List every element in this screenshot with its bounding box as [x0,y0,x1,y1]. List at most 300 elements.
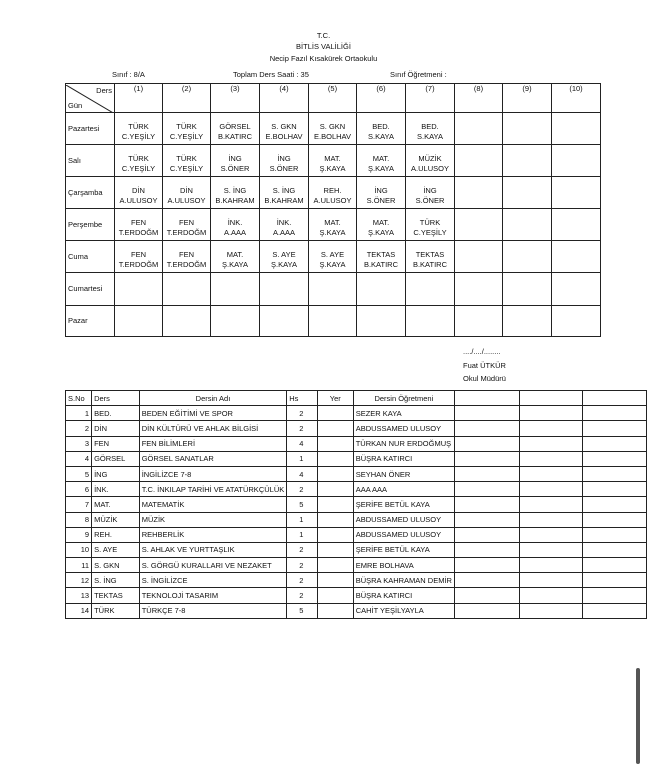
class-label: Sınıf : 8/A [112,70,145,79]
course-room [317,558,353,573]
teacher-code: S.ÖNER [269,164,299,173]
empty-cell [519,558,583,573]
corner-ders-label: Ders [96,86,112,95]
header-ders: Ders [92,391,140,406]
teacher-code: A.ULUSOY [119,196,158,205]
teacher-code: T.ERDOĞM [166,228,207,237]
schedule-cell [357,241,406,273]
empty-cell [454,406,519,421]
teacher-code: B.KAHRAM [215,196,255,205]
empty-cell [519,573,583,588]
empty-cell [519,421,583,436]
teacher-code: C.YEŞİLY [121,132,156,141]
course-teacher: ŞERİFE BETÜL KAYA [353,497,454,512]
course-hours: 2 [287,558,318,573]
day-label: Pazar [66,306,115,337]
schedule-cell [503,209,552,241]
schedule-cell [163,177,211,209]
empty-cell [519,512,583,527]
teacher-code: E.BOLHAV [265,132,303,141]
empty-cell [583,497,647,512]
course-hours: 4 [287,466,318,481]
empty-cell [583,406,647,421]
course-room [317,512,353,527]
course-code: S. İNG [92,573,140,588]
teacher-code: S.ÖNER [220,164,250,173]
lesson-code: TÜRK [128,122,149,131]
course-sno: 6 [66,482,92,497]
schedule-row [66,177,601,209]
course-name: S. İNGİLİZCE [139,573,287,588]
lesson-code: MAT. [372,218,390,227]
course-name: GÖRSEL SANATLAR [139,451,287,466]
schedule-cell [115,306,163,337]
header-ogretmen: Dersin Öğretmeni [353,391,454,406]
teacher-code: B.KAHRAM [264,196,304,205]
empty-cell [583,603,647,618]
table-row [66,573,647,588]
course-room [317,421,353,436]
header-sno: S.No [66,391,92,406]
teacher-code: S.KAYA [417,132,443,141]
schedule-cell [309,145,357,177]
empty-cell [454,542,519,557]
course-name: TÜRKÇE 7-8 [139,603,287,618]
course-code: BED. [92,406,140,421]
course-room [317,527,353,542]
course-code: TEKTAS [92,588,140,603]
schedule-cell [115,241,163,273]
teacher-code: S.ÖNER [366,196,396,205]
schedule-cell [309,241,357,273]
table-row [66,558,647,573]
schedule-cell [309,273,357,306]
period-header-7: (7) [406,84,455,113]
empty-cell [583,421,647,436]
table-row [66,421,647,436]
course-name: S. AHLAK VE YURTTAŞLIK [139,542,287,557]
lesson-code: TÜRK [128,154,149,163]
schedule-row [66,113,601,145]
course-code: TÜRK [92,603,140,618]
schedule-cell [455,241,503,273]
course-sno: 2 [66,421,92,436]
lesson-code: FEN [131,218,146,227]
teacher-code: Ş.KAYA [319,260,346,269]
schedule-cell [552,145,601,177]
empty-cell [519,603,583,618]
signature-title: Okul Müdürü [463,374,506,383]
period-header-2: (2) [163,84,211,113]
table-row [66,497,647,512]
teacher-code: T.ERDOĞM [166,260,207,269]
schedule-row [66,306,601,337]
empty-cell [454,436,519,451]
course-code: MAT. [92,497,140,512]
header-country: T.C. [316,31,331,40]
course-hours: 4 [287,436,318,451]
table-row [66,451,647,466]
course-name: TEKNOLOJİ TASARIM [139,588,287,603]
empty-cell [519,436,583,451]
schedule-row [66,145,601,177]
schedule-cell [309,113,357,145]
course-hours: 1 [287,451,318,466]
course-teacher: EMRE BOLHAVA [353,558,454,573]
empty-cell [519,527,583,542]
schedule-cell [163,306,211,337]
header-empty [583,391,647,406]
course-room [317,406,353,421]
course-teacher: BÜŞRA KAHRAMAN DEMİR [353,573,454,588]
schedule-cell [115,177,163,209]
table-row [66,603,647,618]
teacher-code: C.YEŞİLY [413,228,447,237]
schedule-cell [455,145,503,177]
schedule-cell [163,145,211,177]
table-row [66,436,647,451]
corner-cell [66,84,115,113]
schedule-row [66,273,601,306]
course-teacher: AAA AAA [353,482,454,497]
signature-date: ..../..../........ [463,347,501,356]
lesson-code: MAT. [372,154,390,163]
corner-gun-label: Gün [68,101,83,110]
schedule-cell [357,145,406,177]
lesson-code: FEN [131,250,146,259]
class-teacher-label: Sınıf Öğretmeni : [390,70,447,79]
course-hours: 2 [287,406,318,421]
table-row [66,588,647,603]
course-code: GÖRSEL [92,451,140,466]
schedule-cell [552,177,601,209]
course-hours: 1 [287,512,318,527]
empty-cell [454,573,519,588]
empty-cell [454,527,519,542]
schedule-row [66,209,601,241]
course-teacher: SEZER KAYA [353,406,454,421]
course-teacher: SEYHAN ÖNER [353,466,454,481]
course-room [317,451,353,466]
lesson-code: TEKTAS [366,250,396,259]
lesson-code: İNG [228,154,242,163]
course-name: FEN BİLİMLERİ [139,436,287,451]
schedule-cell [211,273,260,306]
schedule-cell [503,306,552,337]
course-name: BEDEN EĞİTİMİ VE SPOR [139,406,287,421]
schedule-cell [163,241,211,273]
schedule-cell [406,241,455,273]
period-header-10: (10) [552,84,601,113]
period-header-3: (3) [211,84,260,113]
schedule-cell [115,145,163,177]
schedule-cell [455,273,503,306]
signature-name: Fuat ÜTKÜR [463,361,506,370]
course-name: REHBERLİK [139,527,287,542]
lesson-code: S. AYE [320,250,345,259]
course-room [317,436,353,451]
lesson-code: TÜRK [176,122,197,131]
schedule-cell [163,273,211,306]
schedule-cell [455,177,503,209]
schedule-cell [260,273,309,306]
empty-cell [454,451,519,466]
empty-cell [583,588,647,603]
schedule-row [66,241,601,273]
lesson-code: TEKTAS [415,250,445,259]
schedule-cell [503,145,552,177]
table-row [66,542,647,557]
schedule-cell [260,145,309,177]
course-room [317,588,353,603]
teacher-code: T.ERDOĞM [118,260,159,269]
schedule-cell [309,177,357,209]
course-sno: 9 [66,527,92,542]
empty-cell [583,436,647,451]
teacher-code: B.KATIRC [217,132,253,141]
course-hours: 2 [287,588,318,603]
teacher-code: B.KATIRC [363,260,399,269]
lesson-code: S. GKN [271,122,297,131]
schedule-cell [115,273,163,306]
course-sno: 4 [66,451,92,466]
course-teacher: ABDUSSAMED ULUSOY [353,512,454,527]
course-sno: 3 [66,436,92,451]
teacher-code: T.ERDOĞM [118,228,159,237]
schedule-cell [357,177,406,209]
period-header-8: (8) [455,84,503,113]
lesson-code: MAT. [324,218,341,227]
lesson-code: DİN [132,186,145,195]
lesson-code: BED. [372,122,390,131]
schedule-cell [357,306,406,337]
teacher-code: A.AAA [223,228,247,237]
course-list-table [65,390,647,619]
schedule-cell [552,241,601,273]
lesson-code: REH. [323,186,342,195]
empty-cell [519,451,583,466]
day-label: Cuma [66,241,115,273]
teacher-code: Ş.KAYA [368,228,394,237]
schedule-cell [260,177,309,209]
schedule-cell [309,306,357,337]
weekly-schedule-table [65,83,601,337]
teacher-code: C.YEŞİLY [169,164,204,173]
course-code: REH. [92,527,140,542]
lesson-code: TÜRK [176,154,197,163]
empty-cell [583,451,647,466]
period-header-4: (4) [260,84,309,113]
course-room [317,542,353,557]
teacher-code: Ş.KAYA [271,260,297,269]
schedule-cell [211,113,260,145]
lesson-code: İNG [374,186,388,195]
course-teacher: BÜŞRA KATIRCI [353,451,454,466]
schedule-cell [211,177,260,209]
schedule-cell [211,241,260,273]
schedule-cell [503,113,552,145]
schedule-cell [503,273,552,306]
lesson-code: GÖRSEL [219,122,251,131]
schedule-cell [357,113,406,145]
schedule-cell [455,113,503,145]
empty-cell [519,542,583,557]
lesson-code: S. AYE [272,250,296,259]
empty-cell [583,558,647,573]
header-dersin-adi: Dersin Adı [139,391,287,406]
empty-cell [583,466,647,481]
course-sno: 8 [66,512,92,527]
course-room [317,573,353,588]
empty-cell [519,466,583,481]
empty-cell [583,512,647,527]
lesson-code: TÜRK [419,218,441,227]
header-governorship: BİTLİS VALİLİĞİ [296,42,351,51]
schedule-cell [163,113,211,145]
schedule-cell [260,209,309,241]
course-code: İNK. [92,482,140,497]
course-sno: 11 [66,558,92,573]
period-header-6: (6) [357,84,406,113]
schedule-cell [309,209,357,241]
schedule-cell [406,306,455,337]
teacher-code: B.KATIRC [412,260,448,269]
empty-cell [519,406,583,421]
lesson-code: S. GKN [319,122,346,131]
teacher-code: A.ULUSOY [167,196,206,205]
course-hours: 2 [287,482,318,497]
lesson-code: İNG [423,186,437,195]
course-sno: 7 [66,497,92,512]
course-name: S. GÖRGÜ KURALLARI VE NEZAKET [139,558,287,573]
empty-cell [454,421,519,436]
teacher-code: A.ULUSOY [411,164,449,173]
course-sno: 1 [66,406,92,421]
course-sno: 12 [66,573,92,588]
course-hours: 2 [287,573,318,588]
course-name: MATEMATİK [139,497,287,512]
schedule-cell [163,209,211,241]
schedule-cell [260,306,309,337]
schedule-cell [552,306,601,337]
header-yer: Yer [317,391,353,406]
lesson-code: S. İNG [223,186,247,195]
course-code: S. AYE [92,542,140,557]
schedule-cell [406,113,455,145]
course-teacher: ABDUSSAMED ULUSOY [353,527,454,542]
table-row [66,512,647,527]
course-teacher: ABDUSSAMED ULUSOY [353,421,454,436]
table-row [66,406,647,421]
course-hours: 5 [287,603,318,618]
teacher-code: Ş.KAYA [319,228,346,237]
empty-cell [583,573,647,588]
total-hours-label: Toplam Ders Saati : 35 [233,70,309,79]
empty-cell [454,558,519,573]
empty-cell [454,497,519,512]
lesson-code: MAT. [324,154,341,163]
teacher-code: S.KAYA [368,132,394,141]
empty-cell [583,542,647,557]
schedule-cell [455,306,503,337]
schedule-cell [260,113,309,145]
course-code: DİN [92,421,140,436]
course-name: T.C. İNKILAP TARİHİ VE ATATÜRKÇÜLÜK [139,482,287,497]
lesson-code: BED. [421,122,439,131]
day-label: Perşembe [66,209,115,241]
teacher-code: C.YEŞİLY [121,164,156,173]
empty-cell [454,512,519,527]
course-code: S. GKN [92,558,140,573]
teacher-code: E.BOLHAV [314,132,351,141]
period-header-5: (5) [309,84,357,113]
course-hours: 2 [287,542,318,557]
lesson-code: İNK. [227,218,243,227]
lesson-code: MÜZİK [418,154,442,163]
empty-cell [454,466,519,481]
schedule-cell [503,177,552,209]
course-name: İNGİLİZCE 7-8 [139,466,287,481]
teacher-code: A.AAA [272,228,296,237]
course-sno: 5 [66,466,92,481]
period-header-1: (1) [115,84,163,113]
schedule-cell [406,273,455,306]
empty-cell [519,497,583,512]
schedule-cell [115,113,163,145]
empty-cell [583,527,647,542]
table-row [66,527,647,542]
schedule-cell [552,273,601,306]
lesson-code: İNG [277,154,291,163]
period-header-9: (9) [503,84,552,113]
lesson-code: DİN [180,186,193,195]
teacher-code: S.ÖNER [415,196,445,205]
course-name: DİN KÜLTÜRÜ VE AHLAK BİLGİSİ [139,421,287,436]
header-hs: Hs [287,391,318,406]
course-teacher: CAHİT YEŞİLYAYLA [353,603,454,618]
scrollbar[interactable] [636,668,640,764]
day-label: Cumartesi [66,273,115,306]
course-code: MÜZİK [92,512,140,527]
schedule-cell [552,113,601,145]
empty-cell [454,588,519,603]
lesson-code: FEN [179,250,194,259]
course-room [317,466,353,481]
schedule-cell [115,209,163,241]
schedule-cell [552,209,601,241]
schedule-cell [211,145,260,177]
schedule-cell [503,241,552,273]
empty-cell [454,482,519,497]
day-label: Pazartesi [66,113,115,145]
empty-cell [519,482,583,497]
header-empty [454,391,519,406]
course-room [317,603,353,618]
lesson-code: İNK. [276,218,292,227]
teacher-code: C.YEŞİLY [169,132,204,141]
schedule-cell [406,145,455,177]
schedule-cell [211,306,260,337]
teacher-code: Ş.KAYA [222,260,248,269]
lesson-code: FEN [179,218,194,227]
course-hours: 1 [287,527,318,542]
table-row [66,466,647,481]
header-school: Necip Fazıl Kısakürek Ortaokulu [269,54,378,63]
schedule-cell [406,209,455,241]
course-room [317,497,353,512]
schedule-cell [357,209,406,241]
course-code: İNG [92,466,140,481]
